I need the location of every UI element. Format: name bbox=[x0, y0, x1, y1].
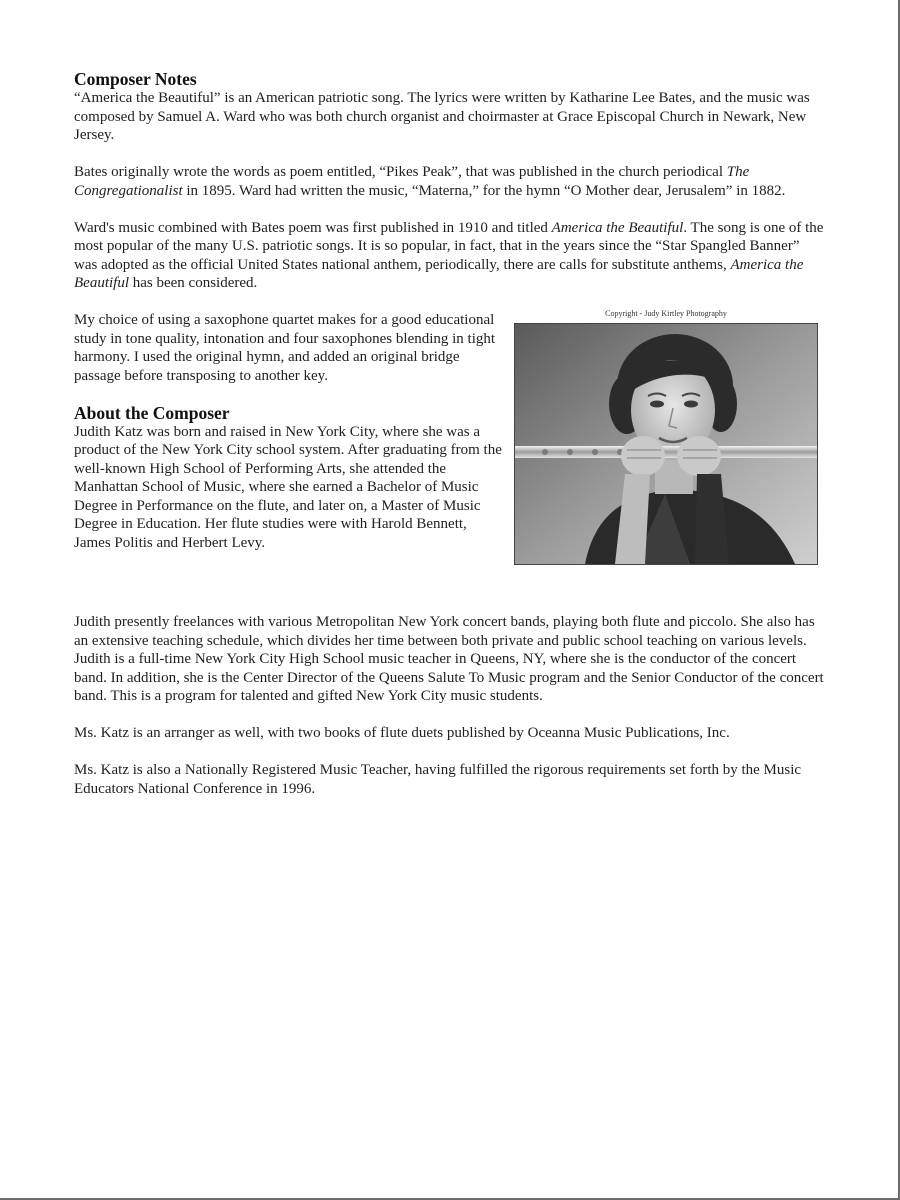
composer-notes-paragraph-1: “America the Beautiful” is an American patriotic song. The lyrics were written by Katharine Lee Bates, and the music was composed by Samuel A. Ward who was both church organist and choirmaster at Grace Episcopal Church in Newark, New Jersey. bbox=[74, 90, 810, 143]
p2-text-b: in 1895. Ward had written the music, “Materna,” for the hymn “O Mother dear, Jerusalem” in 1882. bbox=[182, 182, 786, 199]
p2-text-a: Bates originally wrote the words as poem entitled, “Pikes Peak”, that was published in the church periodical bbox=[74, 164, 727, 180]
about-continued bbox=[74, 613, 824, 798]
about-composer-heading: About the Composer bbox=[74, 402, 230, 423]
p3-text-a: Ward's music combined with Bates poem was first published in 1910 and titled bbox=[74, 219, 552, 236]
composer-notes-paragraph-2 bbox=[74, 163, 824, 200]
photo-figure bbox=[514, 309, 818, 565]
about-paragraph-3: Ms. Katz is an arranger as well, with two books of flute duets published by Oceanna Music Publications, Inc. bbox=[74, 725, 730, 741]
about-paragraph-1: Judith Katz was born and raised in New York City, where she was a product of the New York City school system. After graduating from the well-known High School of Performing Arts, she attended the Manhattan School of Music, where she earned a Bachelor of Music Degree in Performance on the flute, and later on, a Master of Music Degree in Education. Her flute studies were with Harold Bennett, James Politis and Herbert Levy. bbox=[74, 423, 502, 551]
p3-italic-title-2: America the Beautiful bbox=[74, 256, 804, 291]
page-content bbox=[74, 70, 824, 817]
p3-text-b: . The song is one of the most popular of the many U.S. patriotic songs. It is so popular, in fact, that in the years since the “Star Spangled Banner” was adopted as the official United States national anthem, periodically, there are calls for substitute anthems, bbox=[74, 219, 824, 273]
composer-notes-heading: Composer Notes bbox=[74, 69, 197, 89]
text-and-photo-block bbox=[74, 311, 824, 613]
composer-photo bbox=[514, 323, 818, 565]
p2-italic-title: The Congregationalist bbox=[74, 164, 750, 199]
left-text-column bbox=[74, 311, 506, 571]
photo-credit: Copyright - Judy Kirtley Photography bbox=[605, 309, 727, 318]
about-paragraph-2: Judith presently freelances with various Metropolitan New York concert bands, playing both flute and piccolo. She also has an extensive teaching schedule, which divides her time between both private and public school teaching on various levels. Judith is a full-time New York City High School music teacher in Queens, NY, where she is the conductor of the concert band. In addition, she is the Center Director of the Queens Salute To Music program and the Senior Conductor of the concert band. This is a program for talented and gifted New York City music students. bbox=[74, 614, 824, 704]
p3-italic-title-1: America the Beautiful bbox=[551, 219, 684, 236]
composer-notes-paragraph-3 bbox=[74, 219, 824, 293]
composer-notes-paragraph-4: My choice of using a saxophone quartet makes for a good educational study in tone quality, intonation and four saxophones blending in tight harmony. I used the original hymn, and added an original bridge passage before transposing to another key. bbox=[74, 312, 496, 384]
composer-photo-icon bbox=[515, 324, 817, 564]
p3-text-c: has been considered. bbox=[129, 275, 258, 291]
about-paragraph-4: Ms. Katz is also a Nationally Registered Music Teacher, having fulfilled the rigorous requirements set forth by the Music Educators National Conference in 1996. bbox=[74, 762, 802, 797]
